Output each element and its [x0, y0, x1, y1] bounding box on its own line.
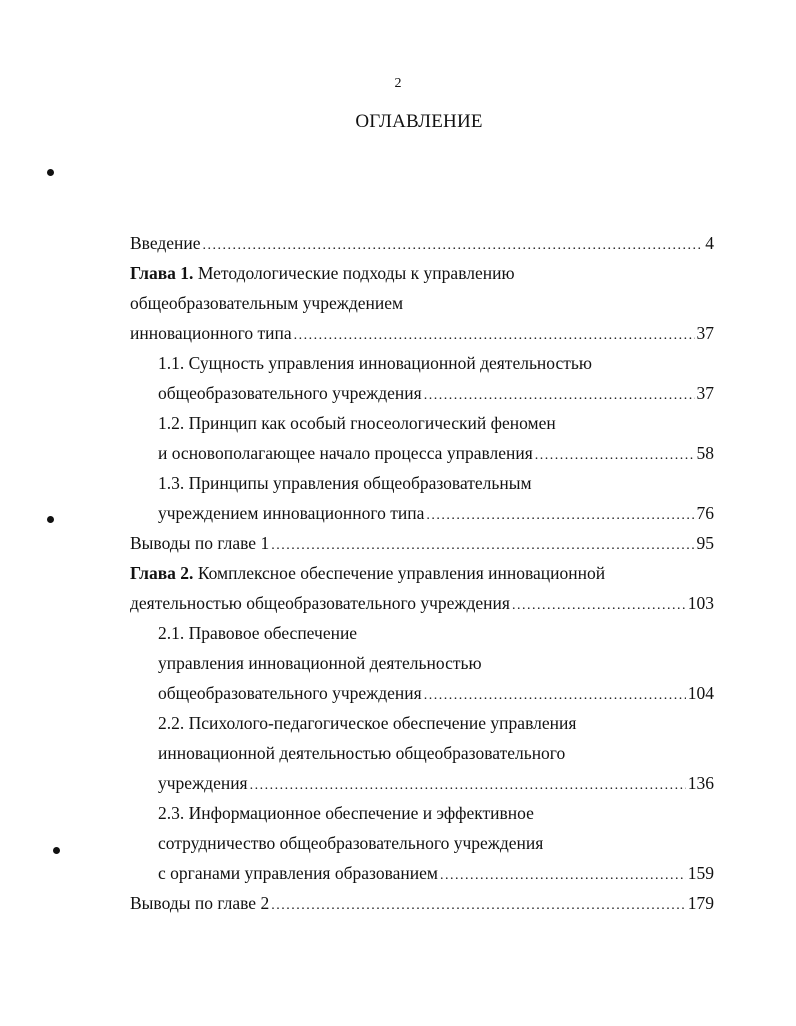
dot-leader — [203, 231, 704, 261]
chapter-label: Глава 1. — [130, 263, 194, 283]
toc-page-number: 159 — [687, 863, 714, 883]
toc-entry-title: 2.1. Правовое обеспечение — [158, 623, 358, 643]
dot-leader — [250, 771, 686, 801]
toc-entry-conclusions-1[interactable] — [130, 528, 714, 558]
toc-entry-title: Методологические подходы к управлению — [197, 263, 515, 283]
margin-dot — [53, 847, 60, 854]
toc-entry-title: с органами управления образованием — [158, 863, 438, 883]
toc-section-1-1-line2[interactable] — [158, 378, 714, 408]
toc-chapter-2-line2[interactable] — [130, 588, 714, 618]
toc-page-number: 37 — [696, 323, 714, 343]
toc-entry-title: инновационной деятельностью общеобразовательного — [158, 743, 566, 763]
dot-leader — [424, 681, 686, 711]
margin-dot — [47, 169, 54, 176]
toc-section-1-2-line1[interactable] — [158, 408, 556, 438]
dot-leader — [426, 501, 694, 531]
toc-entry-title: 1.3. Принципы управления общеобразовательным — [158, 473, 532, 493]
dot-leader — [294, 321, 695, 351]
toc-entry-title: 2.3. Информационное обеспечение и эффективное — [158, 803, 534, 823]
toc-entry-title: 2.2. Психолого-педагогическое обеспечение управления — [158, 713, 577, 733]
toc-entry-title: Комплексное обеспечение управления инновационной — [197, 563, 606, 583]
toc-entry-title: общеобразовательного учреждения — [158, 383, 422, 403]
toc-entry-title: деятельностью общеобразовательного учреждения — [130, 593, 510, 613]
toc-entry-title: Выводы по главе 1 — [130, 533, 270, 553]
toc-section-2-1-line2 — [158, 648, 482, 678]
margin-dot — [47, 516, 54, 523]
chapter-label: Глава 2. — [130, 563, 194, 583]
toc-entry-title: общеобразовательным учреждением — [130, 293, 404, 313]
toc-entry-title: Введение — [130, 233, 201, 253]
toc-entry-title: управления инновационной деятельностью — [158, 653, 482, 673]
toc-section-2-1-line3[interactable] — [158, 678, 714, 708]
dot-leader — [271, 531, 694, 561]
toc-chapter-1-line3[interactable] — [130, 318, 714, 348]
toc-entry-title: Выводы по главе 2 — [130, 893, 270, 913]
toc-chapter-1-line1[interactable] — [130, 258, 515, 288]
toc-page-number: 179 — [687, 893, 714, 913]
toc-page-number: 58 — [696, 443, 714, 463]
toc-section-2-3-line1[interactable] — [158, 798, 534, 828]
toc-entry-conclusions-2[interactable] — [130, 888, 714, 918]
toc-section-2-2-line3[interactable] — [158, 768, 714, 798]
toc-page-number: 104 — [687, 683, 714, 703]
toc-page-number: 136 — [687, 773, 714, 793]
toc-section-1-3-line2[interactable] — [158, 498, 714, 528]
toc-section-2-1-line1[interactable] — [158, 618, 357, 648]
toc-entry-title: учреждения — [158, 773, 248, 793]
toc-section-2-2-line1[interactable] — [158, 708, 576, 738]
toc-entry-title: инновационного типа — [130, 323, 292, 343]
toc-section-2-2-line2 — [158, 738, 565, 768]
dot-leader — [424, 381, 695, 411]
toc-entry-title: общеобразовательного учреждения — [158, 683, 422, 703]
toc-page-number: 95 — [696, 533, 714, 553]
toc-section-1-1-line1[interactable] — [158, 348, 592, 378]
toc-entry-title: учреждением инновационного типа — [158, 503, 425, 523]
toc-entry-title: 1.2. Принцип как особый гносеологический феномен — [158, 413, 556, 433]
toc-page-number: 76 — [696, 503, 714, 523]
page-title: ОГЛАВЛЕНИЕ — [355, 111, 483, 132]
dot-leader — [440, 861, 686, 891]
toc-page-number: 4 — [705, 233, 714, 253]
toc-chapter-2-line1[interactable] — [130, 558, 605, 588]
dot-leader — [535, 441, 695, 471]
toc-section-1-3-line1[interactable] — [158, 468, 532, 498]
toc-page-number: 37 — [696, 383, 714, 403]
toc-entry-intro[interactable] — [130, 228, 714, 258]
dot-leader — [512, 591, 686, 621]
toc-entry-title: и основополагающее начало процесса управления — [158, 443, 533, 463]
toc-entry-title: сотрудничество общеобразовательного учреждения — [158, 833, 544, 853]
toc-section-2-3-line2 — [158, 828, 543, 858]
page-number: 2 — [394, 76, 402, 91]
toc-chapter-1-line2 — [130, 288, 403, 318]
toc-section-2-3-line3[interactable] — [158, 858, 714, 888]
toc-section-1-2-line2[interactable] — [158, 438, 714, 468]
toc-entry-title: 1.1. Сущность управления инновационной деятельностью — [158, 353, 592, 373]
toc-page-number: 103 — [687, 593, 714, 613]
dot-leader — [271, 891, 686, 921]
